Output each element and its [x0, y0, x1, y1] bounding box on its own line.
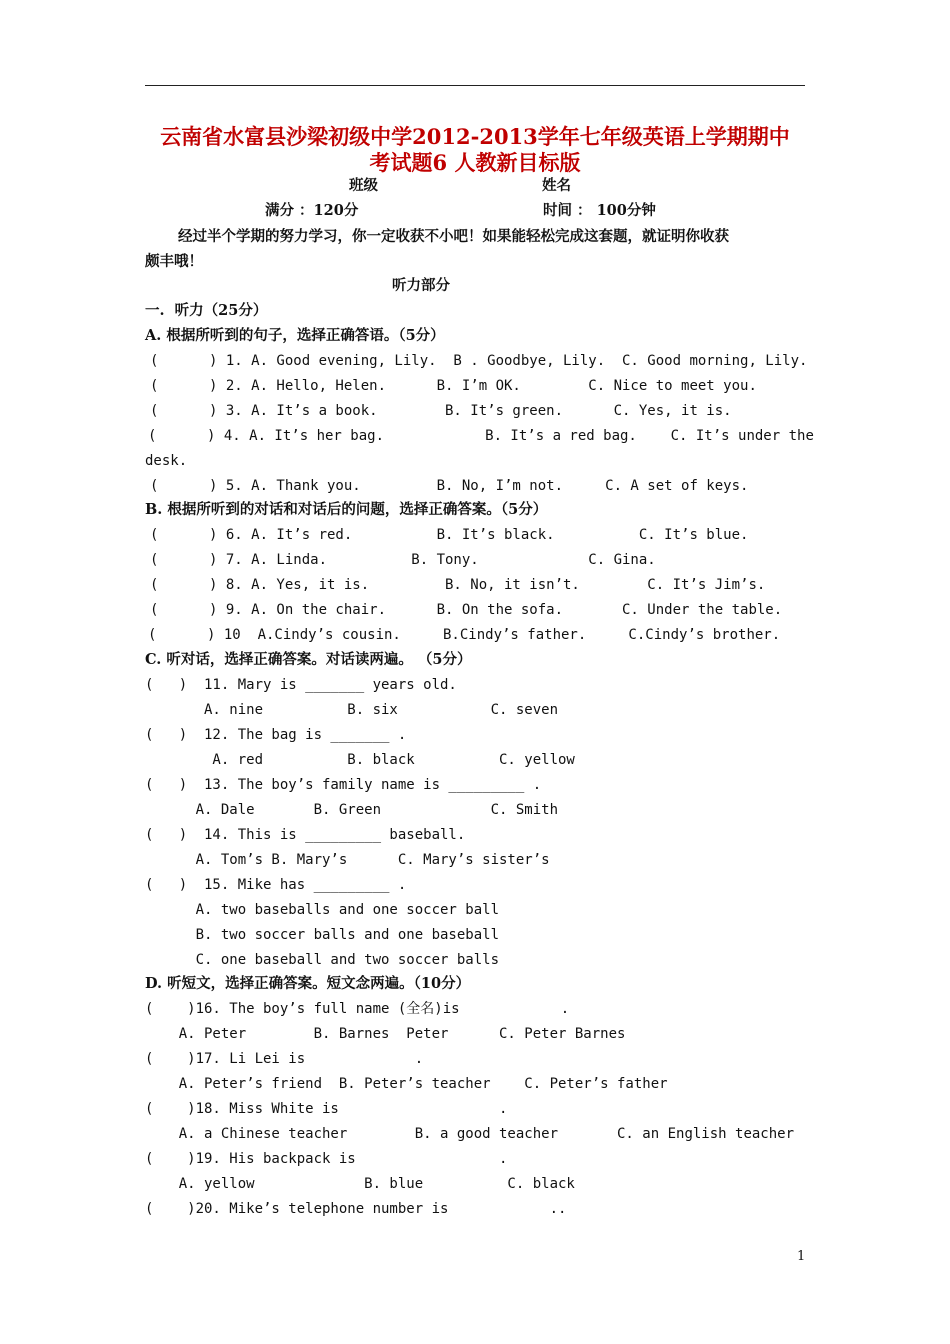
question-line: ( ) 3. A. It’s a book. B. It’s green. C. Yes, it is.	[150, 403, 732, 419]
section-d-title: D. 听短文，选择正确答案。短文念两遍。（10分）	[145, 975, 471, 992]
listening-part-title: 听力部分	[392, 277, 450, 294]
option-line: A. yellow B. blue C. black	[145, 1176, 575, 1192]
question-line: desk.	[145, 453, 188, 469]
intro-line-2: 颇丰哦！	[145, 253, 203, 270]
option-line: A. red B. black C. yellow	[145, 752, 575, 768]
page-number: 1	[797, 1249, 806, 1264]
time-label: 时间 ： 100分钟	[543, 202, 656, 219]
header-rule	[145, 85, 805, 86]
question-line: ( ) 15. Mike has _________ .	[145, 877, 407, 893]
question-line: ( ) 13. The boy’s family name is _________ .	[145, 777, 542, 793]
option-line: A. two baseballs and one soccer ball	[145, 902, 500, 918]
section-one-title: 一. 听力（25分）	[145, 302, 268, 319]
intro-line-1: 经过半个学期的努力学习，你一定收获不小吧！如果能轻松完成这套题，就证明你收获	[178, 228, 729, 245]
section-c-title: C. 听对话，选择正确答案。对话读两遍。 （5分）	[145, 651, 472, 668]
question-line: ( ) 6. A. It’s red. B. It’s black. C. It’s blue.	[150, 527, 749, 543]
question-line: ( ) 9. A. On the chair. B. On the sofa. C. Under the table.	[150, 602, 783, 618]
document-title-line-1: 云南省水富县沙梁初级中学2012-2013学年七年级英语上学期期中	[160, 124, 790, 149]
full-score-label: 满分 ：120分	[265, 202, 359, 219]
question-line: ( )16. The boy’s full name (全名)is .	[145, 1001, 570, 1017]
section-a-title: A. 根据所听到的句子，选择正确答语。（5分）	[145, 327, 445, 344]
question-line: ( )19. His backpack is .	[145, 1151, 508, 1167]
class-label: 班级	[349, 177, 378, 194]
document-title-line-2: 考试题6 人教新目标版	[369, 150, 581, 175]
option-line: A. nine B. six C. seven	[145, 702, 559, 718]
question-line: ( ) 5. A. Thank you. B. No, I’m not. C. A set of keys.	[150, 478, 749, 494]
option-line: A. Peter B. Barnes Peter C. Peter Barnes	[145, 1026, 626, 1042]
question-line: ( )17. Li Lei is .	[145, 1051, 424, 1067]
question-line: ( ) 11. Mary is _______ years old.	[145, 677, 457, 693]
question-line: ( ) 8. A. Yes, it is. B. No, it isn’t. C. It’s Jim’s.	[150, 577, 766, 593]
question-line: ( )18. Miss White is .	[145, 1101, 508, 1117]
question-line: ( ) 4. A. It’s her bag. B. It’s a red bag. C. It’s under the	[148, 428, 814, 444]
option-line: A. Tom’s B. Mary’s C. Mary’s sister’s	[145, 852, 550, 868]
question-line: ( ) 1. A. Good evening, Lily. B . Goodbye, Lily. C. Good morning, Lily.	[150, 353, 808, 369]
question-line: ( )20. Mike’s telephone number is ..	[145, 1201, 567, 1217]
question-line: ( ) 2. A. Hello, Helen. B. I’m OK. C. Nice to meet you.	[150, 378, 757, 394]
option-line: B. two soccer balls and one baseball	[145, 927, 500, 943]
question-line: ( ) 12. The bag is _______ .	[145, 727, 407, 743]
option-line: A. Dale B. Green C. Smith	[145, 802, 559, 818]
option-line: A. Peter’s friend B. Peter’s teacher C. Peter’s father	[145, 1076, 668, 1092]
question-line: ( ) 7. A. Linda. B. Tony. C. Gina.	[150, 552, 656, 568]
option-line: A. a Chinese teacher B. a good teacher C. an English teacher	[145, 1126, 795, 1142]
name-label: 姓名	[542, 177, 571, 194]
question-line: ( ) 10 A.Cindy’s cousin. B.Cindy’s father. C.Cindy’s brother.	[148, 627, 781, 643]
question-line: ( ) 14. This is _________ baseball.	[145, 827, 466, 843]
section-b-title: B. 根据所听到的对话和对话后的问题，选择正确答案。（5分）	[145, 501, 548, 518]
option-line: C. one baseball and two soccer balls	[145, 952, 500, 968]
